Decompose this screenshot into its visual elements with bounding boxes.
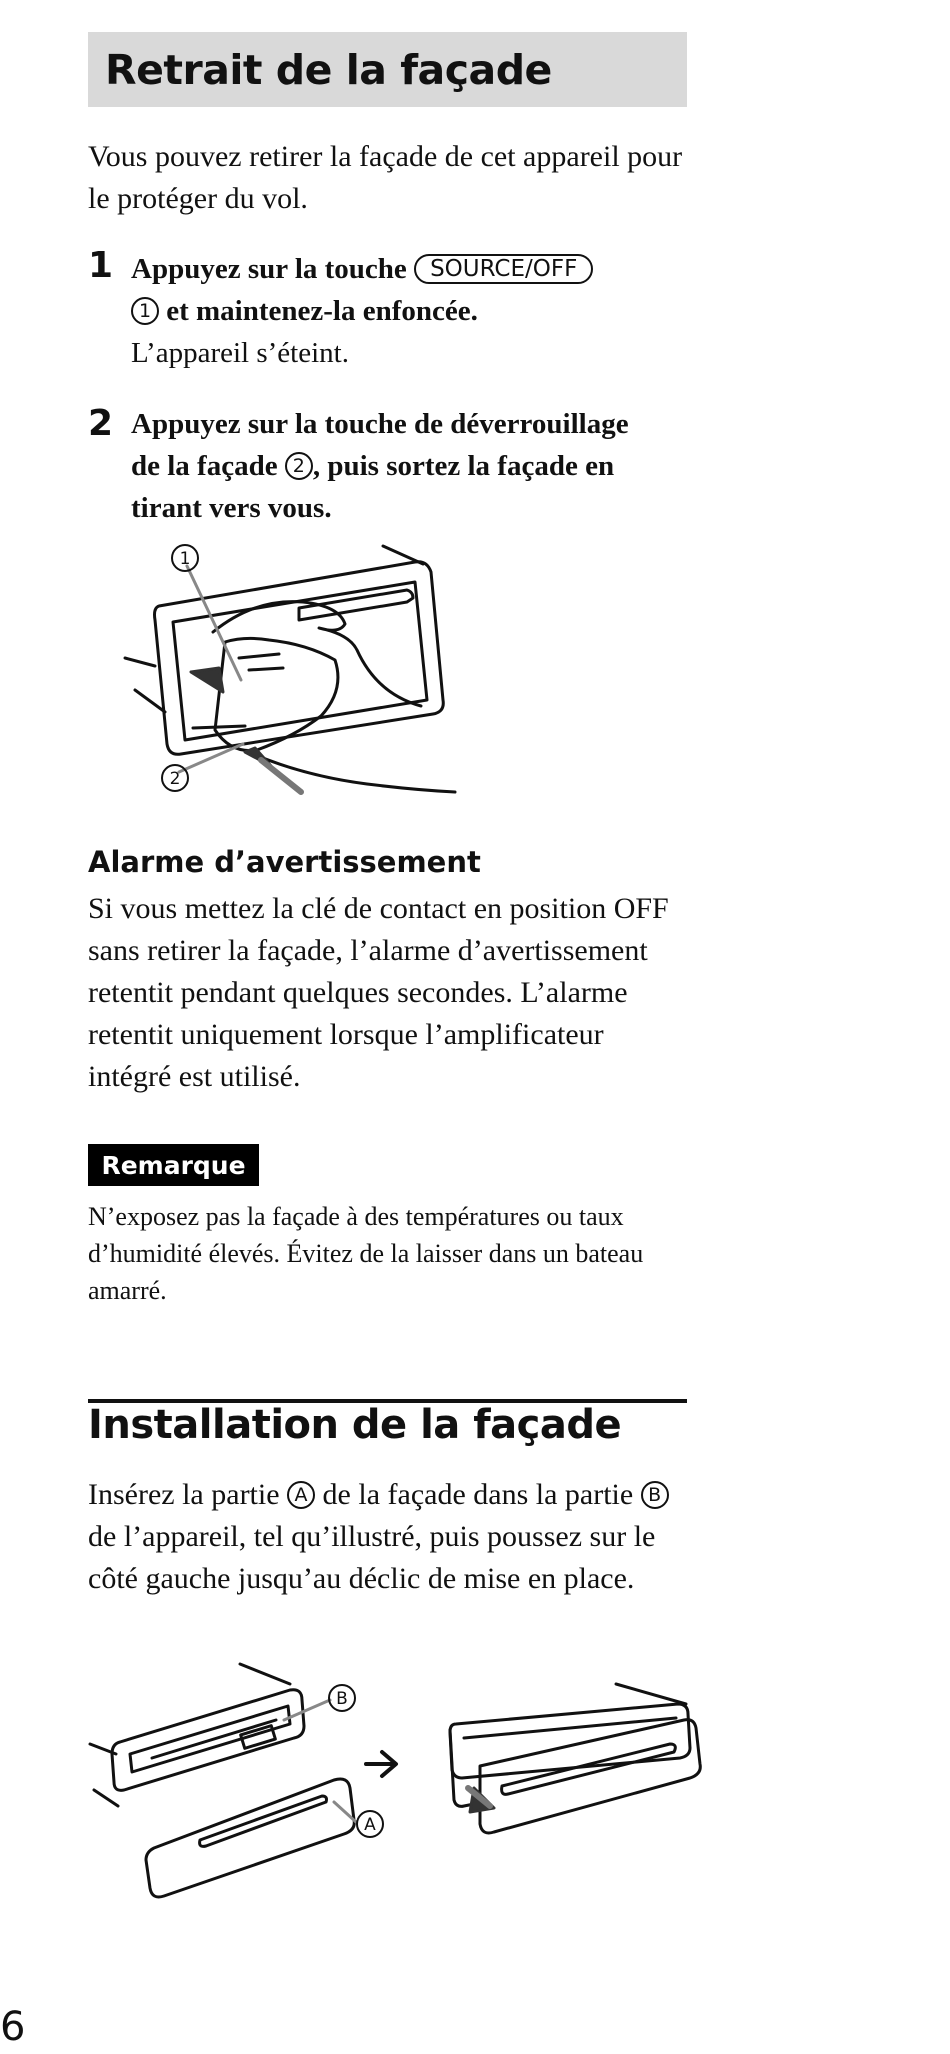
step-2-text-a: Appuyez sur la touche de déverrouillage de la façade (131, 408, 629, 482)
note-text: N’exposez pas la façade à des températures ou taux d’humidité élevés. Évitez de la laisser dans un bateau amarré. (88, 1202, 644, 1305)
alarm-heading: Alarme d’avertissement (88, 845, 481, 879)
callout-1: 1 (131, 297, 159, 325)
figure-callout-b: B (336, 1689, 348, 1709)
step-2-number: 2 (88, 403, 114, 444)
section-title-box (88, 32, 687, 107)
step-1-result: L’appareil s’éteint. (131, 337, 349, 369)
note-badge: Remarque (88, 1144, 259, 1186)
source-off-key: SOURCE/OFF (414, 254, 593, 284)
install-text-c: de l’appareil, tel qu’illustré, puis poussez sur le côté gauche jusqu’au déclic de mise en place. (88, 1520, 656, 1595)
step-2-text-b: , puis sortez la façade en tirant vers vous. (131, 450, 615, 524)
intro-paragraph: Vous pouvez retirer la façade de cet appareil pour le protéger du vol. (88, 140, 683, 215)
faceplate-installation-illustration (90, 1660, 700, 1900)
callout-a: A (287, 1481, 315, 1509)
section-title-removal: Retrait de la façade (105, 45, 552, 94)
callout-b: B (641, 1481, 669, 1509)
alarm-paragraph: Si vous mettez la clé de contact en position OFF sans retirer la façade, l’alarme d’avertissement retentit pendant quelques secondes. L’alarme retentit uniquement lorsque l’amplificateur intégré est utilisé. (88, 892, 669, 1093)
installation-paragraph (88, 1474, 688, 1600)
page-number: 6 (0, 2004, 26, 2050)
step-2-text (131, 403, 661, 529)
faceplate-removal-illustration (125, 540, 485, 800)
step-1-number: 1 (88, 245, 114, 286)
step-1-text (131, 248, 721, 332)
section-title-installation: Installation de la façade (88, 1402, 622, 1448)
figure-callout-2: 2 (169, 769, 181, 789)
install-text-b: de la façade dans la partie (322, 1478, 634, 1511)
figure-callout-a: A (364, 1815, 376, 1835)
install-text-a: Insérez la partie (88, 1478, 280, 1511)
step-1-text-b: et maintenez-la enfoncée. (166, 295, 478, 327)
callout-2: 2 (285, 452, 313, 480)
step-1-text-a: Appuyez sur la touche (131, 253, 407, 285)
figure-callout-1: 1 (179, 549, 191, 569)
